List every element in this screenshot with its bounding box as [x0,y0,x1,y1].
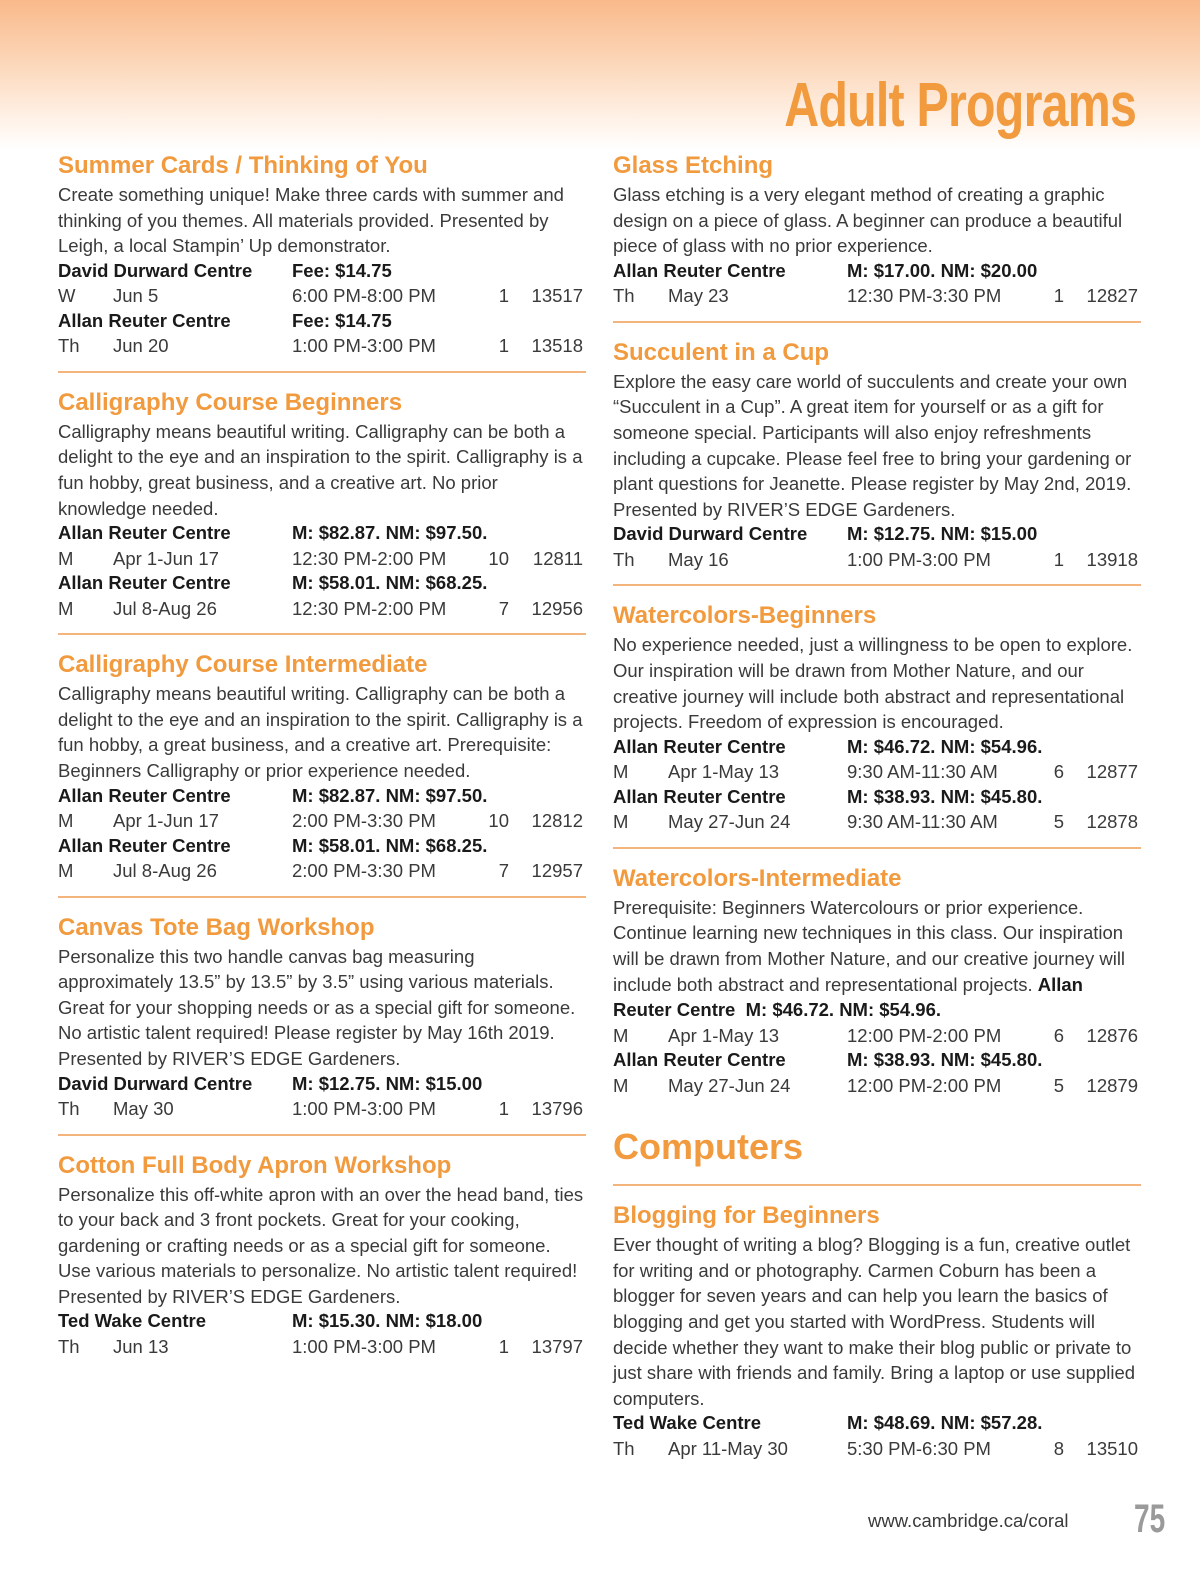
session-code: 12811 [532,547,583,569]
footer-url[interactable]: www.cambridge.ca/coral [868,1510,1069,1531]
session-day: M [58,860,74,882]
session-day: W [58,285,76,307]
program-summer-cards-thinking-of-you [58,150,586,373]
session-row [58,333,586,359]
session-code: 12812 [531,810,583,832]
session-code: 13918 [1086,548,1138,570]
fee: Fee: $14.75 [292,309,392,331]
session-row [58,596,586,622]
session-day: M [613,811,629,833]
session-dates: May 27-Jun 24 [668,1074,791,1096]
session-count: 8 [1053,1437,1064,1459]
session-time: 1:00 PM-3:00 PM [292,1335,436,1357]
location-row [58,521,586,546]
session-row [613,283,1141,309]
fee: M: $82.87. NM: $97.50. [292,784,488,806]
session-row [58,1334,586,1360]
session-time: 12:30 PM-2:00 PM [292,597,447,619]
program-blogging [613,1200,1141,1473]
session-count: 1 [1053,548,1064,570]
program-cotton-full-body-apron-workshop [58,1150,586,1372]
location-name: David Durward Centre [58,1072,253,1094]
session-dates: Jul 8-Aug 26 [113,597,217,619]
program-succulent-in-a-cup [613,337,1141,587]
session-row [613,547,1141,573]
location-name: David Durward Centre [613,523,808,545]
session-day: Th [613,548,635,570]
location-row [613,785,1141,810]
session-code: 12878 [1086,811,1138,833]
location-row [58,571,586,596]
session-code: 13797 [531,1335,583,1357]
location-row [613,522,1141,547]
session-time: 2:00 PM-3:30 PM [292,810,436,832]
session-count: 1 [1053,285,1064,307]
session-code: 12827 [1086,285,1138,307]
program-title: Glass Etching [613,152,774,179]
session-dates: Jul 8-Aug 26 [113,860,217,882]
session-time: 2:00 PM-3:30 PM [292,860,436,882]
session-time: 1:00 PM-3:00 PM [847,548,991,570]
location-row [613,259,1141,284]
session-code: 13517 [531,285,583,307]
session-row [613,1023,1141,1049]
location-name: Allan Reuter Centre [58,572,231,594]
session-count: 6 [1053,761,1064,783]
session-time: 1:00 PM-3:00 PM [292,335,436,357]
program-description: Create something unique! Make three cards with summer and thinking of you themes. All materials provided. Presented by Leigh, a local Stampin’ Up demonstrator. [58,184,564,257]
session-row [613,759,1141,785]
session-dates: Jun 20 [113,335,169,357]
session-day: M [613,1074,629,1096]
session-count: 10 [488,810,509,832]
program-description: Calligraphy means beautiful writing. Calligraphy can be both a delight to the eye and an inspiration to the spirit. Calligraphy is a fun hobby, great business, and a creative art. No prior knowledge needed. [58,420,583,519]
session-day: Th [58,1098,80,1119]
location-name: Ted Wake Centre [58,1310,207,1332]
location-inline: Allan Reuter Centre [613,973,1083,1021]
session-dates: Apr 1-Jun 17 [113,547,219,569]
session-dates: May 23 [668,285,729,307]
session-count: 1 [498,1098,509,1119]
session-dates: Apr 11-May 30 [668,1437,788,1459]
program-description: Personalize this off-white apron with an over the head band, ties to your back and 3 front pockets. Great for your cooking, gardening or crafting needs or as a special gift for someone. Use various materials to personalize. No artistic talent required! Presented by RIVER’S EDGE Gardeners. [58,1183,584,1307]
session-count: 1 [498,1335,509,1357]
program-description: Calligraphy means beautiful writing. Calligraphy can be both a delight to the eye and an inspiration to the spirit. Calligraphy is a fun hobby, a great business, and a creative art. Prerequisite: Beginners Calligraphy or prior experience needed. [58,683,583,781]
session-day: M [58,810,74,832]
location-row [58,834,586,859]
location-row [613,735,1141,760]
fee: M: $15.30. NM: $18.00 [292,1310,483,1332]
program-title: Watercolors-Beginners [613,602,877,630]
session-row [58,1096,586,1122]
session-day: M [58,597,74,619]
session-code: 13518 [531,335,583,357]
session-code: 13796 [531,1098,583,1119]
fee: M: $58.01. NM: $68.25. [292,572,488,594]
location-row [58,259,586,284]
location-name: David Durward Centre [58,259,253,281]
location-row [58,309,586,334]
session-row [613,1073,1141,1099]
session-time: 5:30 PM-6:30 PM [847,1437,991,1459]
session-time: 6:00 PM-8:00 PM [292,285,436,307]
program-glass-etching [613,150,1141,323]
location-name: Ted Wake Centre [613,1412,762,1434]
right-programs [613,150,1141,849]
session-row [58,283,586,309]
session-day: Th [58,335,80,357]
session-dates: Apr 1-Jun 17 [113,810,219,832]
program-description: Explore the easy care world of succulents and create your own “Succulent in a Cup”. A great item for yourself or as a gift for someone special. Participants will also enjoy refreshments including a cupcake. Please feel free to bring your gardening or plant questions for Jeanette. Please register by May 2nd, 2019. Presented by RIVER’S EDGE Gardeners. [613,370,1132,520]
session-code: 12877 [1086,761,1138,783]
session-code: 12957 [531,860,583,882]
session-count: 7 [498,597,509,619]
program-title: Canvas Tote Bag Workshop [58,913,375,941]
fee: M: $12.75. NM: $15.00 [847,523,1038,545]
program-watercolors-beginners [613,600,1141,848]
location-name: Allan Reuter Centre [613,1049,786,1071]
session-day: M [613,761,629,783]
location-name: Allan Reuter Centre [58,784,231,806]
fee: M: $48.69. NM: $57.28. [847,1412,1043,1434]
session-count: 10 [488,547,509,569]
session-dates: Apr 1-May 13 [668,1024,780,1046]
fee: Fee: $14.75 [292,259,392,281]
program-title: Summer Cards / Thinking of You [58,152,428,179]
session-day: M [58,547,74,569]
location-name: Allan Reuter Centre [613,735,786,757]
session-dates: May 16 [668,548,729,570]
session-time: 12:00 PM-2:00 PM [847,1074,1002,1096]
session-dates: May 30 [113,1098,174,1119]
location-row [58,1072,586,1097]
program-calligraphy-course-beginners [58,387,586,635]
fee: M: $38.93. NM: $45.80. [847,1049,1043,1071]
session-count: 1 [498,335,509,357]
session-dates: Jun 5 [113,285,159,307]
session-dates: Apr 1-May 13 [668,761,780,783]
session-day: Th [613,285,635,307]
fee-inline: M: $46.72. NM: $54.96. [745,999,941,1021]
session-time: 9:30 AM-11:30 AM [847,811,998,833]
program-title: Blogging for Beginners [613,1202,880,1230]
program-description [613,895,1141,1023]
location-name: Allan Reuter Centre [613,259,786,281]
program-canvas-tote-bag-workshop [58,912,586,1136]
session-count: 1 [498,285,509,307]
program-description: Ever thought of writing a blog? Blogging is a fun, creative outlet for writing and or photography. Carmen Coburn has been a blogger for seven years and can help you learn the basics of blogging and get you started with WordPress. Students will decide whether they want to make their blog public or private to just share with friends and family. Bring a laptop or use supplied computers. [613,1234,1136,1409]
page-number: 75 [1134,1497,1166,1541]
session-row [58,808,586,834]
location-name: Allan Reuter Centre [58,522,231,544]
program-description: Personalize this two handle canvas bag measuring approximately 13.5” by 13.5” by 3.5” using various materials. Great for your shopping needs or as a special gift for someone. No artistic talent required! Please register by May 16th 2019. Presented by RIVER’S EDGE Gardeners. [58,945,576,1069]
location-name: Allan Reuter Centre [613,785,786,807]
session-code: 12879 [1086,1074,1138,1096]
page-title: Adult Programs [784,71,1136,140]
location-name: Allan Reuter Centre [58,834,231,856]
program-calligraphy-course-intermediate [58,649,586,897]
program-description: Glass etching is a very elegant method of creating a graphic design on a piece of glass. A beginner can produce a beautiful piece of glass with no prior experience. [613,184,1123,257]
program-title: Watercolors-Intermediate [613,864,902,892]
location-name: Allan Reuter Centre [58,309,231,331]
session-day: M [613,1024,629,1046]
program-description: No experience needed, just a willingness to be open to explore. Our inspiration will be drawn from Mother Nature, and our creative journey will include both abstract and representational projects. Freedom of expression is encouraged. [613,634,1133,733]
session-time: 12:30 PM-3:30 PM [847,285,1002,307]
location-row [58,784,586,809]
session-code: 12876 [1086,1024,1138,1046]
session-dates: Jun 13 [113,1335,169,1357]
left-column [58,150,586,1385]
session-row [613,809,1141,835]
fee: M: $82.87. NM: $97.50. [292,522,488,544]
program-title: Calligraphy Course Intermediate [58,651,428,679]
session-time: 9:30 AM-11:30 AM [847,761,998,783]
right-column [613,150,1141,1487]
location-row [613,1048,1141,1073]
program-title: Calligraphy Course Beginners [58,388,403,416]
session-count: 7 [498,860,509,882]
fee: M: $46.72. NM: $54.96. [847,735,1043,757]
program-watercolors-intermediate [613,863,1141,1110]
session-count: 5 [1053,811,1064,833]
session-count: 5 [1053,1074,1064,1096]
program-title: Succulent in a Cup [613,338,830,366]
location-row [58,1309,586,1334]
fee: M: $58.01. NM: $68.25. [292,834,488,856]
session-row [58,546,586,572]
session-time: 12:00 PM-2:00 PM [847,1024,1002,1046]
session-row [58,858,586,884]
session-count: 6 [1053,1024,1064,1046]
session-day: Th [58,1335,80,1357]
session-code: 12956 [531,597,583,619]
fee: M: $12.75. NM: $15.00 [292,1072,483,1094]
location-row [613,1411,1141,1436]
session-dates: May 27-Jun 24 [668,811,791,833]
section-title-computers: Computers [613,1124,1141,1186]
session-row [613,1436,1141,1462]
session-time: 12:30 PM-2:00 PM [292,547,447,569]
program-title: Cotton Full Body Apron Workshop [58,1151,452,1179]
fee: M: $38.93. NM: $45.80. [847,785,1043,807]
description-text: Prerequisite: Beginners Watercolours or prior experience. Continue learning new techniques in this class. Our inspiration will be drawn from Mother Nature, and our creative journey will include both abstract and representational projects. [613,896,1126,995]
session-day: Th [613,1437,635,1459]
session-code: 13510 [1086,1437,1138,1459]
fee: M: $17.00. NM: $20.00 [847,259,1038,281]
session-time: 1:00 PM-3:00 PM [292,1098,436,1119]
